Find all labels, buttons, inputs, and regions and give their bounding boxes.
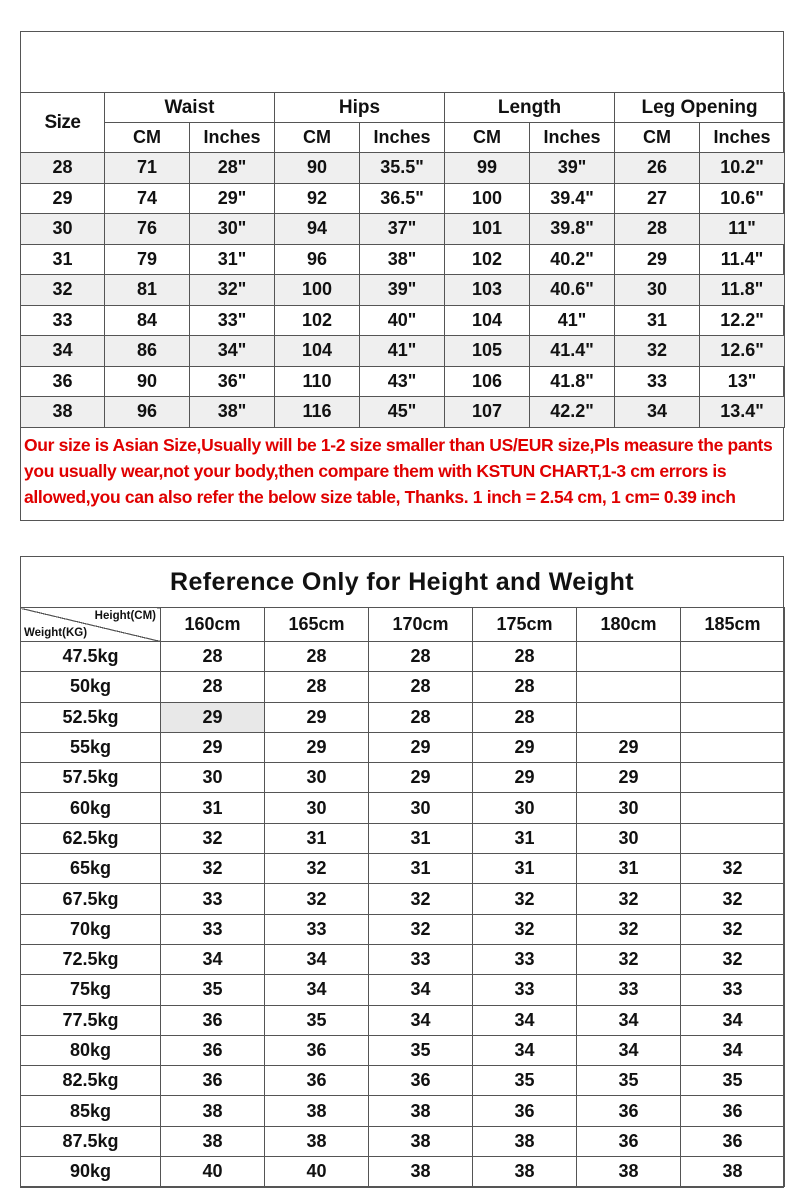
table-row (21, 1005, 785, 1035)
size-cell: 31 (577, 854, 681, 884)
measurement-cell: 36.5" (360, 183, 445, 214)
measurement-cell: 32" (190, 275, 275, 306)
size-cell: 32 (369, 884, 473, 914)
size-cell: 29 (161, 732, 265, 762)
group-header-hips: Hips (275, 93, 445, 123)
height-header: 180cm (577, 608, 681, 642)
size-cell: 32 (577, 914, 681, 944)
size-cell (577, 702, 681, 732)
group-header-waist: Waist (105, 93, 275, 123)
table-row (21, 397, 785, 428)
weight-label: 90kg (21, 1157, 161, 1187)
table-row (21, 823, 785, 853)
weight-label: 67.5kg (21, 884, 161, 914)
corner-cell (21, 608, 161, 642)
size-cell: 32 (681, 854, 785, 884)
weight-label: 60kg (21, 793, 161, 823)
size-cell: 38 (265, 1126, 369, 1156)
size-cell: 30 (369, 793, 473, 823)
size-cell: 32 (473, 884, 577, 914)
size-value: 30 (21, 214, 105, 245)
size-cell: 28 (265, 642, 369, 672)
table-row (21, 336, 785, 367)
size-cell: 36 (681, 1126, 785, 1156)
size-cell: 38 (369, 1096, 473, 1126)
weight-label: 50kg (21, 672, 161, 702)
size-cell: 28 (473, 642, 577, 672)
size-header: Size (21, 93, 105, 153)
measurement-cell: 84 (105, 305, 190, 336)
size-cell: 35 (161, 975, 265, 1005)
size-cell: 32 (681, 884, 785, 914)
size-cell: 28 (369, 672, 473, 702)
measurement-cell: 32 (615, 336, 700, 367)
size-cell: 31 (161, 793, 265, 823)
measurement-cell: 45" (360, 397, 445, 428)
table-row (21, 763, 785, 793)
size-value: 34 (21, 336, 105, 367)
measurement-cell: 92 (275, 183, 360, 214)
size-cell: 38 (473, 1157, 577, 1187)
weight-label: 77.5kg (21, 1005, 161, 1035)
size-cell: 30 (577, 793, 681, 823)
size-cell: 29 (369, 732, 473, 762)
size-cell (681, 823, 785, 853)
measurement-cell: 90 (105, 366, 190, 397)
size-cell: 33 (369, 944, 473, 974)
size-cell: 28 (369, 702, 473, 732)
measurement-cell: 102 (275, 305, 360, 336)
size-cell: 35 (577, 1066, 681, 1096)
height-header: 165cm (265, 608, 369, 642)
measurement-cell: 104 (275, 336, 360, 367)
size-chart-header-blank (21, 32, 783, 92)
size-cell: 36 (681, 1096, 785, 1126)
size-cell: 32 (577, 884, 681, 914)
sub-header-cm: CM (105, 123, 190, 153)
measurement-cell: 110 (275, 366, 360, 397)
size-cell: 34 (577, 1035, 681, 1065)
measurement-cell: 41" (530, 305, 615, 336)
size-cell: 33 (161, 914, 265, 944)
measurement-cell: 30 (615, 275, 700, 306)
measurement-cell: 43" (360, 366, 445, 397)
size-cell: 29 (265, 702, 369, 732)
weight-label: 72.5kg (21, 944, 161, 974)
size-cell: 32 (161, 854, 265, 884)
table-row (21, 1096, 785, 1126)
size-cell: 30 (577, 823, 681, 853)
size-cell: 36 (161, 1005, 265, 1035)
measurement-cell: 11.8" (700, 275, 785, 306)
size-cell: 33 (577, 975, 681, 1005)
size-cell: 34 (369, 975, 473, 1005)
measurement-cell: 38" (190, 397, 275, 428)
table-row (21, 672, 785, 702)
weight-label: 52.5kg (21, 702, 161, 732)
measurement-cell: 39" (360, 275, 445, 306)
size-note: Our size is Asian Size,Usually will be 1-2 size smaller than US/EUR size,Pls measure the pants you usually wear,not your body,then compare them with KSTUN CHART,1-3 cm errors is allowed,you can also refer the below size table, Thanks. 1 inch = 2.54 cm, 1 cm= 0.39 inch (24, 434, 773, 507)
measurement-cell: 40.2" (530, 244, 615, 275)
measurement-cell: 102 (445, 244, 530, 275)
size-cell (681, 672, 785, 702)
sub-header-cm: CM (445, 123, 530, 153)
size-cell (681, 793, 785, 823)
measurement-cell: 81 (105, 275, 190, 306)
table-row (21, 854, 785, 884)
measurement-cell: 100 (275, 275, 360, 306)
measurement-cell: 99 (445, 153, 530, 184)
measurement-cell: 36" (190, 366, 275, 397)
reference-chart (20, 556, 784, 1188)
size-cell: 34 (681, 1035, 785, 1065)
weight-label: 82.5kg (21, 1066, 161, 1096)
size-cell: 34 (681, 1005, 785, 1035)
size-cell: 33 (265, 914, 369, 944)
size-cell: 35 (369, 1035, 473, 1065)
measurement-cell: 39.4" (530, 183, 615, 214)
measurement-cell: 11" (700, 214, 785, 245)
size-cell: 38 (265, 1096, 369, 1126)
table-row (21, 975, 785, 1005)
measurement-cell: 105 (445, 336, 530, 367)
weight-label: 80kg (21, 1035, 161, 1065)
measurement-cell: 103 (445, 275, 530, 306)
weight-label: 47.5kg (21, 642, 161, 672)
group-header-leg-opening: Leg Opening (615, 93, 785, 123)
measurement-cell: 31" (190, 244, 275, 275)
size-cell: 32 (265, 854, 369, 884)
size-cell: 29 (473, 763, 577, 793)
size-cell: 31 (473, 823, 577, 853)
table-row (21, 1126, 785, 1156)
size-cell: 31 (369, 854, 473, 884)
measurement-cell: 13" (700, 366, 785, 397)
table-row (21, 1157, 785, 1187)
sub-header-cm: CM (275, 123, 360, 153)
reference-body (21, 642, 785, 1187)
table-row (21, 914, 785, 944)
measurement-cell: 90 (275, 153, 360, 184)
size-cell: 36 (265, 1066, 369, 1096)
size-cell: 28 (161, 642, 265, 672)
size-value: 28 (21, 153, 105, 184)
table-row (21, 214, 785, 245)
size-cell (577, 642, 681, 672)
size-cell: 30 (265, 793, 369, 823)
size-cell: 38 (681, 1157, 785, 1187)
measurement-cell: 96 (105, 397, 190, 428)
measurement-cell: 37" (360, 214, 445, 245)
measurement-cell: 34 (615, 397, 700, 428)
size-cell: 38 (161, 1126, 265, 1156)
size-value: 31 (21, 244, 105, 275)
measurement-cell: 41.4" (530, 336, 615, 367)
size-cell (681, 702, 785, 732)
size-cell: 36 (577, 1096, 681, 1126)
size-cell: 34 (265, 975, 369, 1005)
size-cell: 32 (473, 914, 577, 944)
weight-label: 65kg (21, 854, 161, 884)
measurement-cell: 28 (615, 214, 700, 245)
size-value: 32 (21, 275, 105, 306)
table-row (21, 793, 785, 823)
size-cell: 32 (681, 944, 785, 974)
measurement-cell: 29 (615, 244, 700, 275)
corner-height-label: Height(CM) (94, 610, 156, 622)
size-cell: 33 (681, 975, 785, 1005)
size-cell: 31 (473, 854, 577, 884)
size-cell: 32 (369, 914, 473, 944)
size-cell: 34 (577, 1005, 681, 1035)
measurement-cell: 30" (190, 214, 275, 245)
measurement-cell: 35.5" (360, 153, 445, 184)
reference-title: Reference Only for Height and Weight (170, 568, 634, 596)
size-cell: 31 (265, 823, 369, 853)
measurement-cell: 101 (445, 214, 530, 245)
reference-table (20, 607, 785, 1187)
measurement-cell: 86 (105, 336, 190, 367)
weight-label: 55kg (21, 732, 161, 762)
size-cell: 28 (161, 672, 265, 702)
table-row (21, 183, 785, 214)
size-cell: 29 (577, 732, 681, 762)
measurement-cell: 10.2" (700, 153, 785, 184)
size-cell: 28 (473, 672, 577, 702)
size-cell: 30 (473, 793, 577, 823)
size-cell: 36 (161, 1035, 265, 1065)
table-row (21, 366, 785, 397)
size-cell: 35 (681, 1066, 785, 1096)
table-row (21, 305, 785, 336)
size-cell: 30 (161, 763, 265, 793)
size-cell: 30 (265, 763, 369, 793)
measurement-cell: 29" (190, 183, 275, 214)
size-cell: 38 (473, 1126, 577, 1156)
size-cell: 34 (161, 944, 265, 974)
size-cell: 29 (161, 702, 265, 732)
measurement-cell: 76 (105, 214, 190, 245)
table-row (21, 642, 785, 672)
sub-header-inches: Inches (700, 123, 785, 153)
measurement-cell: 12.6" (700, 336, 785, 367)
table-row (21, 153, 785, 184)
measurement-cell: 106 (445, 366, 530, 397)
size-cell: 33 (161, 884, 265, 914)
measurement-cell: 71 (105, 153, 190, 184)
measurement-cell: 39.8" (530, 214, 615, 245)
size-cell: 28 (473, 702, 577, 732)
measurement-cell: 13.4" (700, 397, 785, 428)
measurement-cell: 116 (275, 397, 360, 428)
table-row (21, 944, 785, 974)
weight-label: 87.5kg (21, 1126, 161, 1156)
measurement-cell: 42.2" (530, 397, 615, 428)
measurement-cell: 40.6" (530, 275, 615, 306)
sub-header-inches: Inches (530, 123, 615, 153)
group-header-length: Length (445, 93, 615, 123)
measurement-cell: 27 (615, 183, 700, 214)
corner-weight-label: Weight(KG) (24, 627, 88, 639)
sub-header-inches: Inches (360, 123, 445, 153)
size-cell: 36 (369, 1066, 473, 1096)
weight-label: 57.5kg (21, 763, 161, 793)
size-cell: 29 (577, 763, 681, 793)
weight-label: 70kg (21, 914, 161, 944)
weight-label: 85kg (21, 1096, 161, 1126)
size-cell: 32 (161, 823, 265, 853)
measurement-cell: 100 (445, 183, 530, 214)
size-cell (577, 672, 681, 702)
size-cell: 38 (161, 1096, 265, 1126)
measurement-cell: 12.2" (700, 305, 785, 336)
size-cell: 32 (265, 884, 369, 914)
measurement-cell: 79 (105, 244, 190, 275)
size-cell: 38 (577, 1157, 681, 1187)
size-cell: 31 (369, 823, 473, 853)
weight-label: 75kg (21, 975, 161, 1005)
size-cell: 35 (265, 1005, 369, 1035)
size-cell: 32 (577, 944, 681, 974)
size-cell: 36 (161, 1066, 265, 1096)
measurement-cell: 41" (360, 336, 445, 367)
size-cell: 34 (473, 1035, 577, 1065)
size-value: 29 (21, 183, 105, 214)
size-cell: 40 (265, 1157, 369, 1187)
height-header: 160cm (161, 608, 265, 642)
size-cell: 33 (473, 975, 577, 1005)
size-value: 36 (21, 366, 105, 397)
table-row (21, 884, 785, 914)
size-cell: 35 (473, 1066, 577, 1096)
table-row (21, 702, 785, 732)
size-cell: 36 (265, 1035, 369, 1065)
measurement-cell: 28" (190, 153, 275, 184)
measurement-cell: 33 (615, 366, 700, 397)
size-cell: 38 (369, 1126, 473, 1156)
measurement-cell: 26 (615, 153, 700, 184)
measurement-cell: 38" (360, 244, 445, 275)
size-cell: 36 (577, 1126, 681, 1156)
size-cell: 34 (265, 944, 369, 974)
size-chart-table (20, 92, 785, 428)
measurement-cell: 31 (615, 305, 700, 336)
measurement-cell: 39" (530, 153, 615, 184)
sub-header-inches: Inches (190, 123, 275, 153)
size-cell: 34 (369, 1005, 473, 1035)
size-cell: 28 (369, 642, 473, 672)
size-cell: 34 (473, 1005, 577, 1035)
size-cell: 28 (265, 672, 369, 702)
measurement-cell: 94 (275, 214, 360, 245)
measurement-cell: 40" (360, 305, 445, 336)
measurement-cell: 11.4" (700, 244, 785, 275)
size-cell: 29 (265, 732, 369, 762)
size-cell: 32 (681, 914, 785, 944)
size-value: 33 (21, 305, 105, 336)
measurement-cell: 74 (105, 183, 190, 214)
size-cell: 29 (473, 732, 577, 762)
table-row (21, 1035, 785, 1065)
size-cell: 33 (473, 944, 577, 974)
size-cell: 29 (369, 763, 473, 793)
measurement-cell: 33" (190, 305, 275, 336)
size-cell (681, 642, 785, 672)
table-row (21, 275, 785, 306)
height-header: 175cm (473, 608, 577, 642)
size-cell: 40 (161, 1157, 265, 1187)
measurement-cell: 41.8" (530, 366, 615, 397)
size-chart-body (21, 153, 785, 428)
size-chart (20, 31, 784, 521)
size-cell (681, 732, 785, 762)
height-header: 170cm (369, 608, 473, 642)
measurement-cell: 96 (275, 244, 360, 275)
table-row (21, 732, 785, 762)
measurement-cell: 107 (445, 397, 530, 428)
size-cell: 36 (473, 1096, 577, 1126)
height-header: 185cm (681, 608, 785, 642)
size-cell: 38 (369, 1157, 473, 1187)
measurement-cell: 10.6" (700, 183, 785, 214)
weight-label: 62.5kg (21, 823, 161, 853)
size-value: 38 (21, 397, 105, 428)
measurement-cell: 104 (445, 305, 530, 336)
measurement-cell: 34" (190, 336, 275, 367)
table-row (21, 1066, 785, 1096)
table-row (21, 244, 785, 275)
size-cell (681, 763, 785, 793)
sub-header-cm: CM (615, 123, 700, 153)
